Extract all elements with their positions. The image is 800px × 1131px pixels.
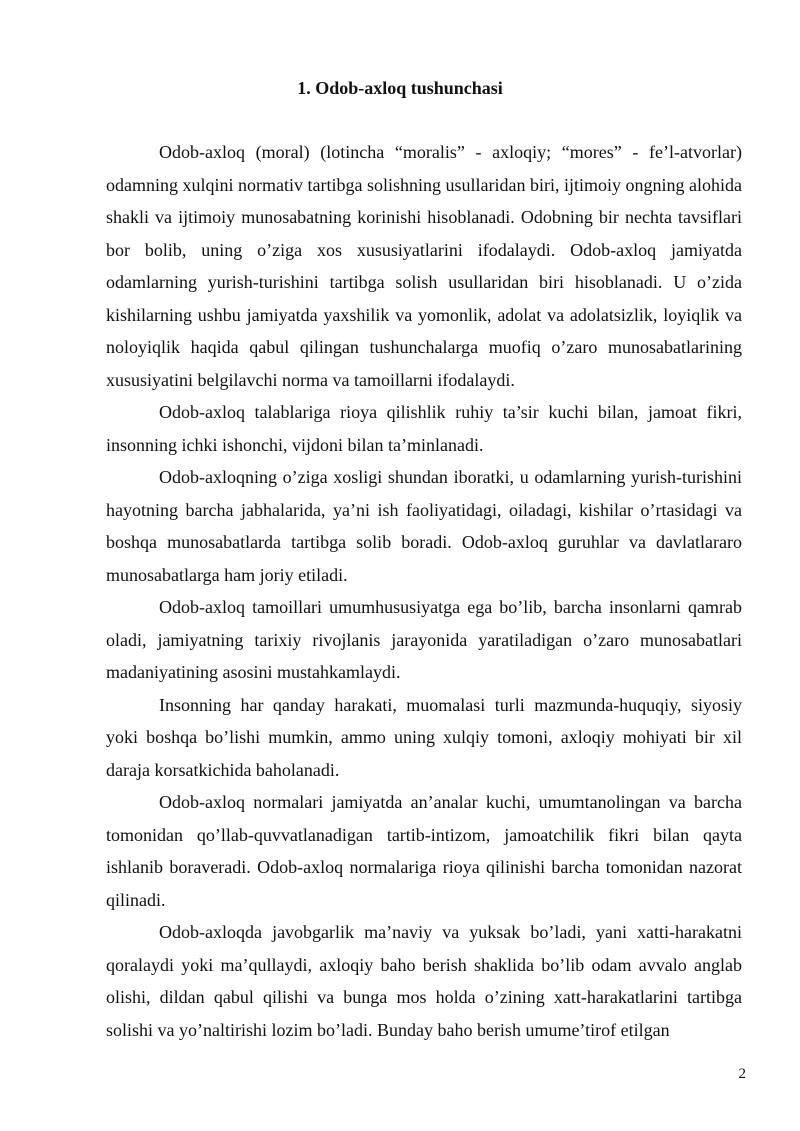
paragraph-7: Odob-axloqda javobgarlik ma’naviy va yuksak bo’ladi, yani xatti-harakatni qoralaydi yoki ma’qullaydi, axloqiy baho berish shaklida bo’lib odam avvalo anglab olishi, dildan qabul qilishi va bunga mos holda o’zining xatt-harakatlarini tartibga solishi va yo’naltirishi lozim bo’ladi. Bunday baho berish umume’tirof etilgan <box>106 922 742 1040</box>
paragraph-1: Odob-axloq (moral) (lotincha “moralis” - axloqiy; “mores” - fe’l-atvorlar) odamning xulqini normativ tartibga solishning usullaridan biri, ijtimoiy ongning alohida shakli va ijtimoiy munosabatning korinishi hisoblanadi. Odobning bir nechta tavsiflari bor bolib, uning o’ziga xos xususiyatlarini ifodalaydi. Odob-axloq jamiyatda odamlarning yurish-turishini tartibga solish usullaridan biri hisoblanadi. U o’zida kishilarning ushbu jamiyatda yaxshilik va yomonlik, adolat va adolatsizlik, loyiqlik va noloyiqlik haqida qabul qilingan tushunchalarga muofiq o’zaro munosabatlarining xususiyatini belgilavchi norma va tamoillarni ifodalaydi. <box>106 142 742 390</box>
paragraph-6: Odob-axloq normalari jamiyatda an’analar kuchi, umumtanolingan va barcha tomonidan qo’llab-quvvatlanadigan tartib-intizom, jamoatchilik fikri bilan qayta ishlanib boraveradi. Odob-axloq normalariga rioya qilinishi barcha tomonidan nazorat qilinadi. <box>106 792 742 910</box>
section-title: 1. Odob-axloq tushunchasi <box>297 78 503 98</box>
page-number: 2 <box>738 1066 746 1082</box>
paragraph-2: Odob-axloq talablariga rioya qilishlik ruhiy ta’sir kuchi bilan, jamoat fikri, insonning ichki ishonchi, vijdoni bilan ta’minlanadi. <box>106 402 742 455</box>
paragraph-4: Odob-axloq tamoillari umumhususiyatga ega bo’lib, barcha insonlarni qamrab oladi, jamiyatning tarixiy rivojlanis jarayonida yaratiladigan o’zaro munosabatlari madaniyatining asosini mustahkamlaydi. <box>106 597 742 682</box>
paragraph-3: Odob-axloqning o’ziga xosligi shundan iboratki, u odamlarning yurish-turishini hayotning barcha jabhalarida, ya’ni ish faoliyatidagi, oiladagi, kishilar o’rtasidagi va boshqa munosabatlarda tartibga solib boradi. Odob-axloq guruhlar va davlatlararo munosabatlarga ham joriy etiladi. <box>106 467 742 585</box>
paragraph-5: Insonning har qanday harakati, muomalasi turli mazmunda-huquqiy, siyosiy yoki boshqa bo’lishi mumkin, ammo uning xulqiy tomoni, axloqiy mohiyati bir xil daraja korsatkichida baholanadi. <box>106 694 742 780</box>
body-text <box>106 136 742 1046</box>
